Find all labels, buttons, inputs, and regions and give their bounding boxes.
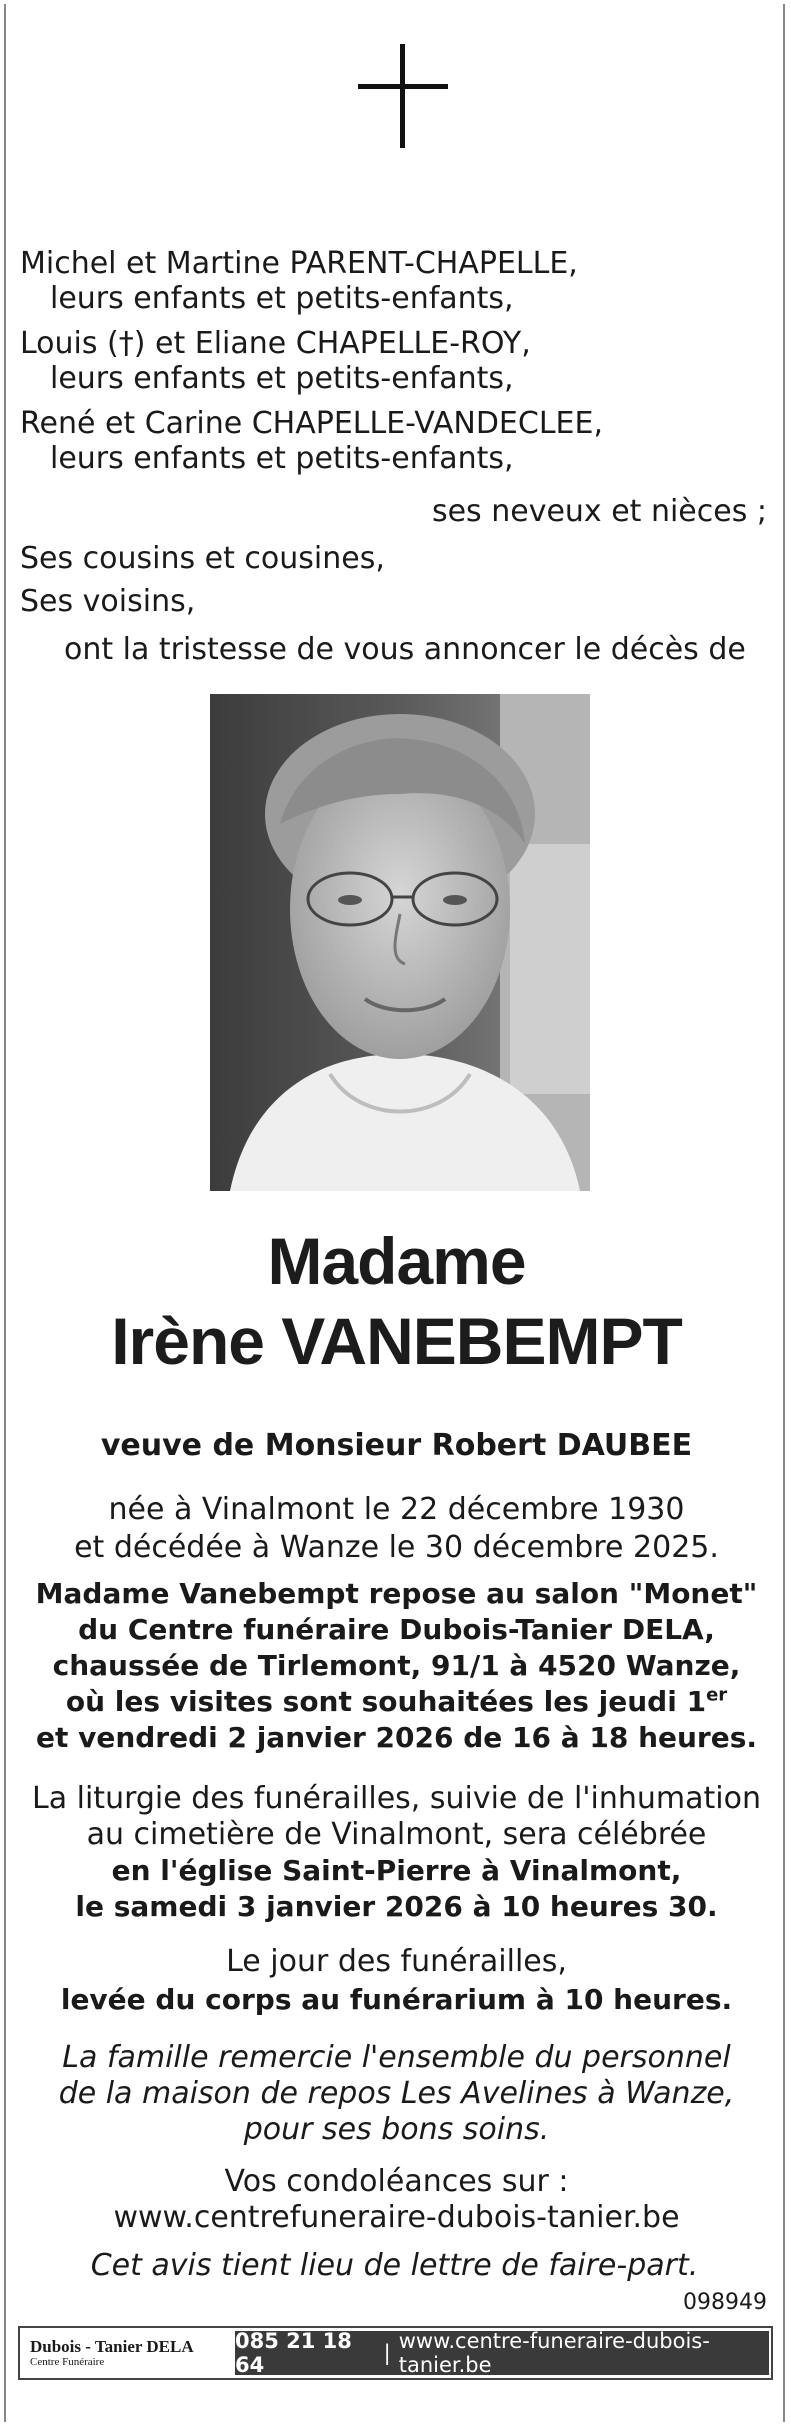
condolences-line-1: Vos condoléances sur : — [224, 2164, 569, 2199]
family-line-1: Michel et Martine PARENT-CHAPELLE, — [20, 246, 578, 281]
deceased-title: Madame — [267, 1224, 526, 1298]
family-line-6: leurs enfants et petits-enfants, — [50, 441, 514, 476]
thanks-line-3: pour ses bons soins. — [243, 2112, 550, 2147]
thanks-line-2: de la maison de repos Les Avelines à Wanze, — [58, 2076, 735, 2111]
liturgy-line-2: au cimetière de Vinalmont, sera célébrée — [86, 1817, 707, 1852]
separator: | — [383, 2341, 391, 2365]
logo-name: Dubois - Tanier DELA — [30, 2336, 194, 2356]
reference-number: 098949 — [683, 2290, 767, 2315]
phone-number[interactable]: 085 21 18 64 — [235, 2329, 352, 2377]
contact-bar — [235, 2331, 769, 2375]
birth-line: née à Vinalmont le 22 décembre 1930 — [108, 1492, 685, 1527]
neighbors-line: Ses voisins, — [20, 584, 196, 619]
condolences-website[interactable]: www.centrefuneraire-dubois-tanier.be — [113, 2200, 680, 2235]
visitation-line-5: et vendredi 2 janvier 2026 de 16 à 18 heures. — [35, 1721, 758, 1754]
cross-icon — [358, 44, 448, 148]
liturgy-line-3: en l'église Saint-Pierre à Vinalmont, — [111, 1854, 682, 1887]
family-line-5: René et Carine CHAPELLE-VANDECLEE, — [20, 406, 603, 441]
funeral-day-line-2: levée du corps au funérarium à 10 heures. — [60, 1983, 733, 2016]
funeral-day-line-1: Le jour des funérailles, — [226, 1944, 567, 1979]
cousins-line: Ses cousins et cousines, — [20, 541, 385, 576]
liturgy-line-1: La liturgie des funérailles, suivie de l'inhumation — [32, 1781, 761, 1816]
visitation-line-2: du Centre funéraire Dubois-Tanier DELA, — [78, 1613, 715, 1646]
family-line-2: leurs enfants et petits-enfants, — [50, 281, 514, 316]
visitation-line-4: où les visites sont souhaitées les jeudi 1er — [65, 1684, 728, 1718]
funeral-home-logo — [20, 2338, 235, 2369]
nephews-line: ses neveux et nièces ; — [431, 494, 767, 529]
visitation-line-1: Madame Vanebempt repose au salon "Monet" — [35, 1577, 758, 1610]
footer-website-link[interactable]: www.centre-funeraire-dubois-tanier.be — [398, 2329, 710, 2377]
family-line-3: Louis (†) et Eliane CHAPELLE-ROY, — [20, 326, 531, 361]
family-line-4: leurs enfants et petits-enfants, — [50, 361, 514, 396]
thanks-line-1: La famille remercie l'ensemble du personnel — [62, 2040, 731, 2075]
logo-subtitle: Centre Funéraire — [30, 2355, 105, 2368]
liturgy-line-4: le samedi 3 janvier 2026 à 10 heures 30. — [75, 1890, 718, 1923]
footer-bar — [18, 2326, 773, 2380]
notice-line: Cet avis tient lieu de lettre de faire-part. — [90, 2248, 699, 2283]
visitation-line-3: chaussée de Tirlemont, 91/1 à 4520 Wanze, — [52, 1649, 741, 1682]
announcement-line: ont la tristesse de vous annoncer le décès de — [64, 632, 746, 667]
deceased-name: Irène VANEBEMPT — [111, 1304, 682, 1378]
portrait-photo — [210, 694, 590, 1191]
widow-line: veuve de Monsieur Robert DAUBEE — [100, 1428, 693, 1463]
superscript-er: er — [706, 1684, 728, 1706]
death-line: et décédée à Wanze le 30 décembre 2025. — [74, 1530, 719, 1565]
obituary-page — [4, 4, 785, 2422]
